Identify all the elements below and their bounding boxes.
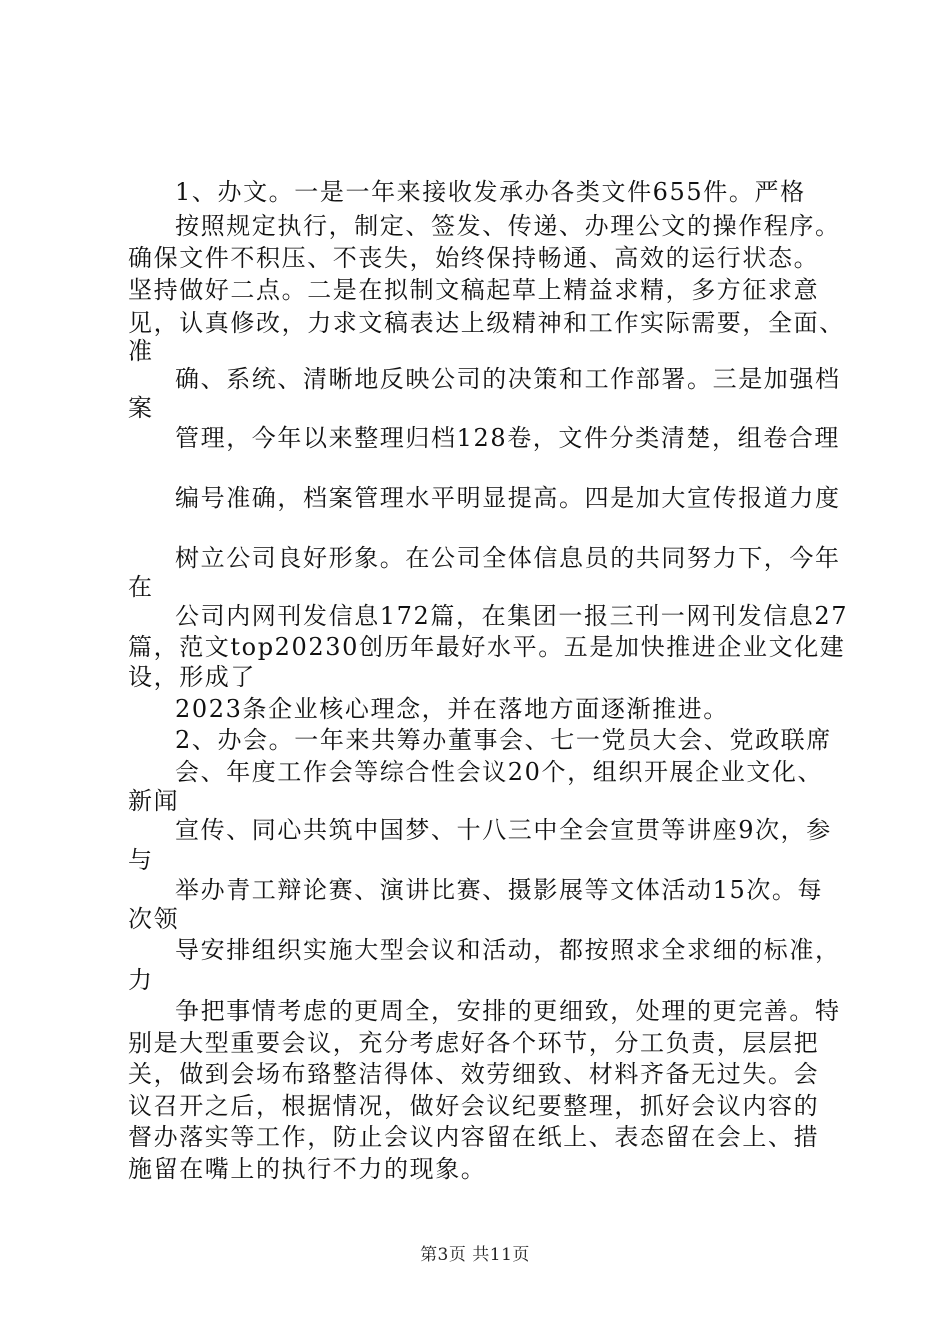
text-line: 按照规定执行，制定、签发、传递、办理公文的操作程序。 — [175, 212, 841, 240]
text-line: 导安排组织实施大型会议和活动，都按照求全求细的标准， — [175, 936, 841, 964]
text-line: 会、年度工作会等综合性会议20个，组织开展企业文化、 — [175, 758, 824, 786]
text-line: 关，做到会场布臵整洁得体、效劳细致、材料齐备无过失。会 — [128, 1060, 820, 1088]
text-line: 坚持做好二点。二是在拟制文稿起草上精益求精，多方征求意 — [128, 276, 820, 304]
text-line: 次领 — [128, 905, 180, 933]
text-line: 在 — [128, 573, 154, 601]
text-line: 别是大型重要会议，充分考虑好各个环节，分工负责，层层把 — [128, 1029, 820, 1057]
text-line: 2023条企业核心理念，并在落地方面逐渐推进。 — [175, 695, 729, 723]
text-line: 管理，今年以来整理归档128卷，文件分类清楚，组卷合理 — [175, 424, 841, 452]
text-line: 2、办会。一年来共筹办董事会、七一党员大会、党政联席 — [175, 726, 832, 754]
text-line: 议召开之后，根据情况，做好会议纪要整理，抓好会议内容的 — [128, 1092, 820, 1120]
text-line: 准 — [128, 337, 154, 365]
text-line: 篇，范文top20230创历年最好水平。五是加快推进企业文化建 — [128, 633, 846, 661]
text-line: 宣传、同心共筑中国梦、十八三中全会宣贯等讲座9次，参 — [175, 816, 832, 844]
page-footer: 第3页 共11页 — [420, 1245, 530, 1265]
text-line: 树立公司良好形象。在公司全体信息员的共同努力下，今年 — [175, 544, 841, 572]
text-line: 力 — [128, 966, 154, 994]
text-line: 确保文件不积压、不丧失，始终保持畅通、高效的运行状态。 — [128, 244, 820, 272]
text-line: 施留在嘴上的执行不力的现象。 — [128, 1155, 487, 1183]
text-line: 争把事情考虑的更周全，安排的更细致，处理的更完善。特 — [175, 997, 841, 1025]
text-line: 确、系统、清晰地反映公司的决策和工作部署。三是加强档 — [175, 365, 841, 393]
text-line: 与 — [128, 846, 154, 874]
text-line: 1、办文。一是一年来接收发承办各类文件655件。严格 — [175, 178, 806, 206]
text-line: 举办青工辩论赛、演讲比赛、摄影展等文体活动15次。每 — [175, 876, 824, 904]
text-line: 见，认真修改，力求文稿表达上级精神和工作实际需要，全面、 — [128, 309, 845, 337]
text-line: 设，形成了 — [128, 663, 256, 691]
text-line: 督办落实等工作，防止会议内容留在纸上、表态留在会上、措 — [128, 1123, 820, 1151]
text-line: 编号准确，档案管理水平明显提高。四是加大宣传报道力度 — [175, 484, 841, 512]
text-line: 新闻 — [128, 787, 180, 815]
text-line: 案 — [128, 394, 154, 422]
text-line: 公司内网刊发信息172篇，在集团一报三刊一网刊发信息27 — [175, 602, 849, 630]
